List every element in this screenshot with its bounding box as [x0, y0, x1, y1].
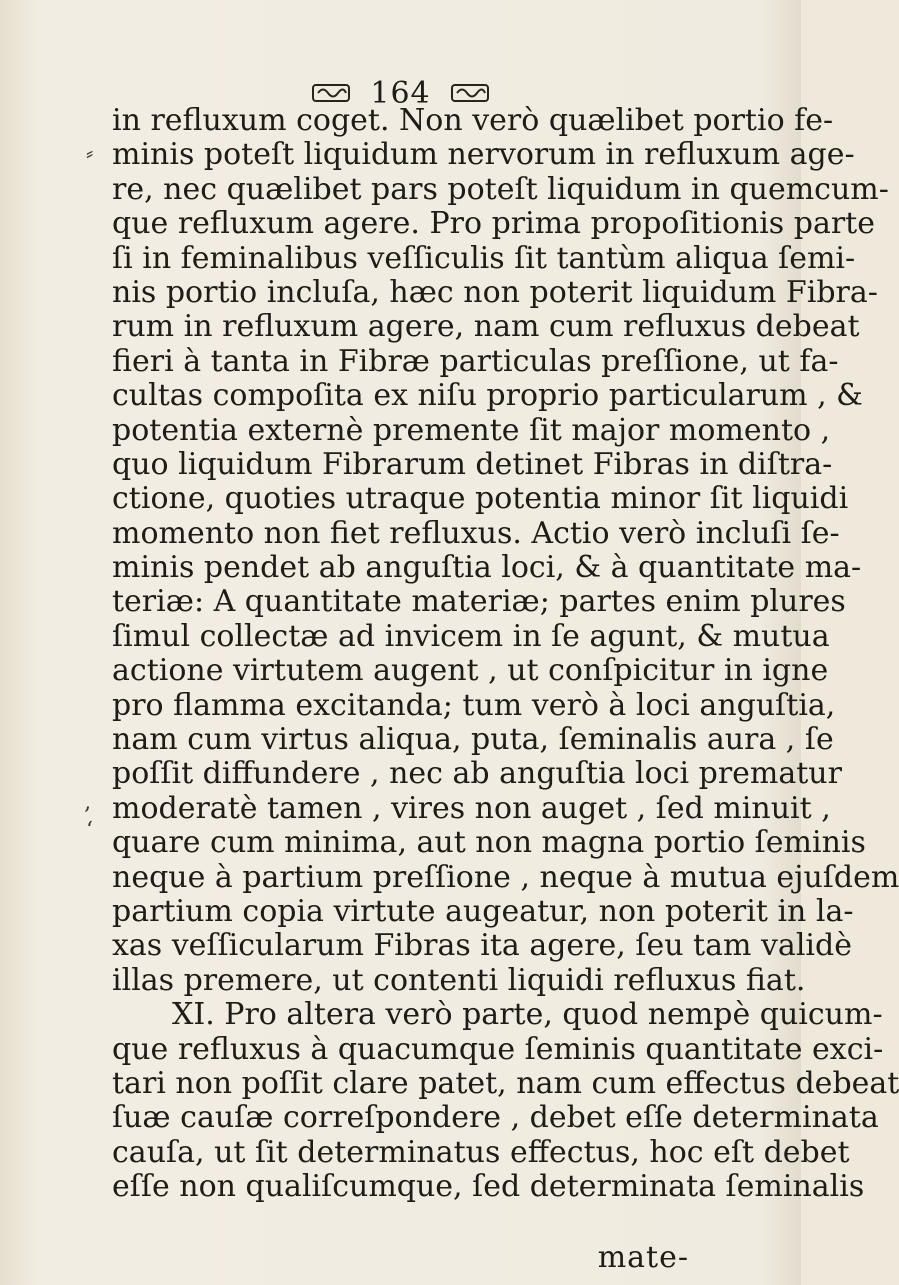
text-line: minis pendet ab anguſtia loci, & à quantitate ma- [112, 550, 862, 586]
text-line: ſuæ cauſæ correſpondere , debet eſſe determinata [112, 1100, 879, 1136]
body-text [112, 103, 899, 1205]
section-heading-line: XI. Pro altera verò parte, quod nempè quicum- [172, 997, 883, 1033]
text-line: quare cum minima, aut non magna portio ſeminis [112, 825, 866, 861]
text-line: nam cum virtus aliqua, puta, ſeminalis aura , ſe [112, 722, 834, 758]
text-line: xas veſſicularum Fibras ita agere, ſeu tam validè [112, 928, 852, 964]
margin-mark: ⸗ [86, 141, 94, 166]
text-line: teriæ: A quantitate materiæ; partes enim plures [112, 584, 846, 620]
margin-mark: ʻ [86, 818, 93, 843]
text-line: fieri à tanta in Fibræ particulas preſſione, ut fa- [112, 343, 839, 379]
text-line: poſſit diffundere , nec ab anguſtia loci prematur [112, 756, 842, 792]
text-line: momento non fiet refluxus. Actio verò incluſi ſe- [112, 515, 840, 551]
text-line: moderatè tamen , vires non auget , ſed minuit , [112, 790, 831, 826]
text-line: quo liquidum Fibrarum detinet Fibras in diſtra- [112, 446, 833, 482]
text-line: cultas compoſita ex niſu proprio particularum , & [112, 378, 863, 414]
text-line: ctione, quoties utraque potentia minor ſit liquidi [112, 481, 849, 517]
printer-ornament-icon [312, 83, 350, 103]
text-line: cauſa, ut ſit determinatus effectus, hoc eſt debet [112, 1134, 850, 1170]
printer-ornament-icon [451, 83, 489, 103]
text-line: minis poteſt liquidum nervorum in refluxum age- [112, 137, 855, 173]
text-line: neque à partium preſſione , neque à mutua ejuſdem [112, 859, 899, 895]
text-line: tari non poſſit clare patet, nam cum effectus debeat [112, 1065, 899, 1101]
text-line: eſſe non qualiſcumque, ſed determinata ſeminalis [112, 1169, 865, 1205]
catchword: mate- [597, 1240, 689, 1275]
text-line: re, nec quælibet pars poteſt liquidum in quemcum- [112, 171, 889, 207]
page-number: 164 [370, 75, 431, 111]
text-line: rum in refluxum agere, nam cum refluxus debeat [112, 309, 860, 345]
text-line: que refluxum agere. Pro prima propoſitionis parte [112, 206, 875, 242]
text-line: actione virtutem augent , ut conſpicitur in igne [112, 653, 829, 689]
text-line: ſi in feminalibus veſſiculis ſit tantùm aliqua ſemi- [112, 240, 856, 276]
text-line: illas premere, ut contenti liquidi refluxus fiat. [112, 962, 806, 998]
text-line: pro flamma excitanda; tum verò à loci anguſtia, [112, 687, 836, 723]
text-line: que refluxus à quacumque ſeminis quantitate exci- [112, 1031, 884, 1067]
text-line: partium copia virtute augeatur, non poterit in la- [112, 893, 854, 929]
text-line: nis portio incluſa, hæc non poterit liquidum Fibra- [112, 274, 878, 310]
margin-mark: ‚ [84, 790, 91, 815]
text-line: potentia externè premente ſit major momento , [112, 412, 831, 448]
text-line: in refluxum coget. Non verò quælibet portio fe- [112, 103, 834, 138]
text-line: ſimul collectæ ad invicem in ſe agunt, & mutua [112, 618, 830, 654]
